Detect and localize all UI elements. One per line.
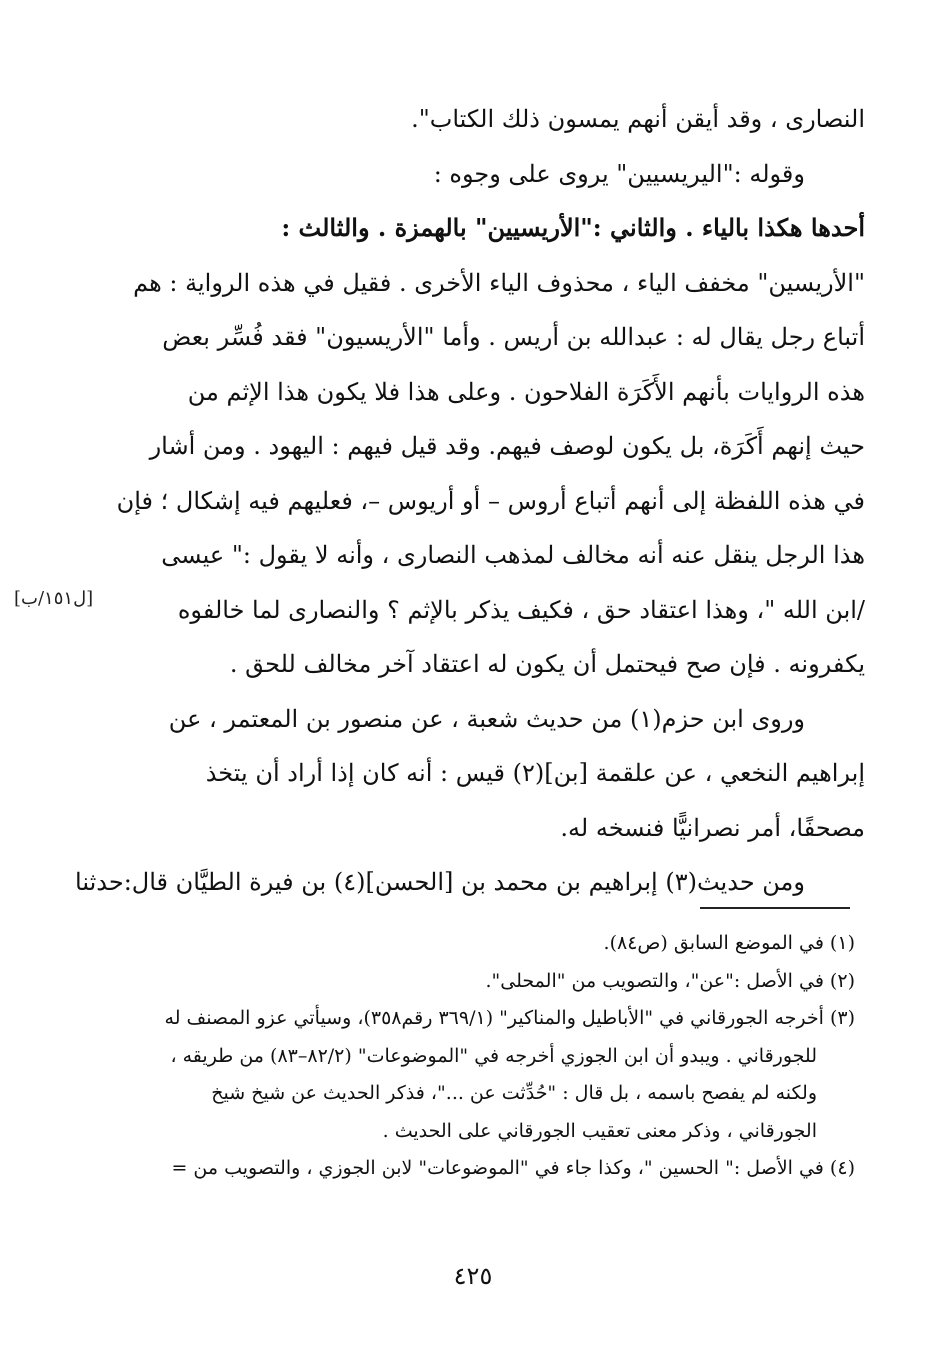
footnote-continuation: الجورقاني ، وذكر معنى تعقيب الجورقاني على الحديث . [382, 1119, 817, 1142]
footnote: (٣) أخرجه الجورقاني في "الأباطيل والمناكير" (٣٦٩/١ رقم٣٥٨)، وسيأتي عزو المصنف له [164, 1007, 855, 1029]
footnote: (٢) في الأصل :"عن"، والتصويب من "المحلى". [485, 969, 855, 992]
footnote-continuation: للجورقاني . ويبدو أن ابن الجوزي أخرجه في "الموضوعات" (٨٢/٢–٨٣) من طريقه ، [170, 1044, 817, 1067]
footnote: (١) في الموضع السابق (ص٨٤). [603, 932, 855, 954]
text-line: "الأريسين" مخفف الياء ، محذوف الياء الأخرى . فقيل في هذه الرواية : هم [133, 268, 865, 297]
text-line: النصارى ، وقد أيقن أنهم يمسون ذلك الكتاب". [411, 105, 865, 133]
text-line: وقوله :"اليريسيين" يروى على وجوه : [433, 159, 805, 188]
text-line: أتباع رجل يقال له : عبدالله بن أريس . وأما "الأريسيون" فقد فُسِّر بعض [162, 323, 865, 351]
main-text [75, 92, 865, 910]
text-line: يكفرونه . فإن صح فيحتمل أن يكون له اعتقاد آخر مخالف للحق . [229, 650, 865, 678]
text-line: أحدها هكذا بالياء . والثاني :"الأريسيين" بالهمزة . والثالث : [281, 213, 865, 242]
footnote-divider [700, 907, 850, 909]
footnote-continuation: ولكنه لم يفصح باسمه ، بل قال : "حُدِّثت عن ..."، فذكر الحديث عن شيخ شيخ [211, 1082, 817, 1104]
text-line: هذه الروايات بأنهم الأَكَرَة الفلاحون . وعلى هذا فلا يكون هذا الإثم من [187, 377, 865, 406]
text-line: مصحفًا، أمر نصرانيًّا فنسخه له. [560, 813, 865, 842]
text-line: هذا الرجل ينقل عنه أنه مخالف لمذهب النصارى ، وأنه لا يقول :" عيسى [161, 541, 865, 569]
footnotes [110, 925, 855, 1188]
text-line: في هذه اللفظة إلى أنهم أتباع أروس – أو أريوس –، فعليهم فيه إشكال ؛ فإن [116, 486, 865, 515]
text-line: ومن حديث(٣) إبراهيم بن محمد بن [الحسن](٤) بن فيرة الطيَّان قال:حدثنا [75, 868, 805, 896]
page-number: ٤٢٥ [453, 1262, 493, 1290]
text-line: وروى ابن حزم(١) من حديث شعبة ، عن منصور بن المعتمر ، عن [168, 704, 805, 733]
manuscript-folio-note: [ل١٥١/ب] [14, 588, 94, 609]
text-line: إبراهيم النخعي ، عن علقمة [بن](٢) قيس : أنه كان إذا أراد أن يتخذ [205, 759, 865, 787]
text-line: حيث إنهم أَكَرَة، بل يكون لوصف فيهم. وقد قيل فيهم : اليهود . ومن أشار [149, 432, 865, 460]
text-line: /ابن الله "، وهذا اعتقاد حق ، فكيف يذكر بالإثم ؟ والنصارى لما خالفوه [177, 595, 865, 624]
footnote: (٤) في الأصل :" الحسين "، وكذا جاء في "الموضوعات" لابن الجوزي ، والتصويب من = [171, 1157, 855, 1179]
